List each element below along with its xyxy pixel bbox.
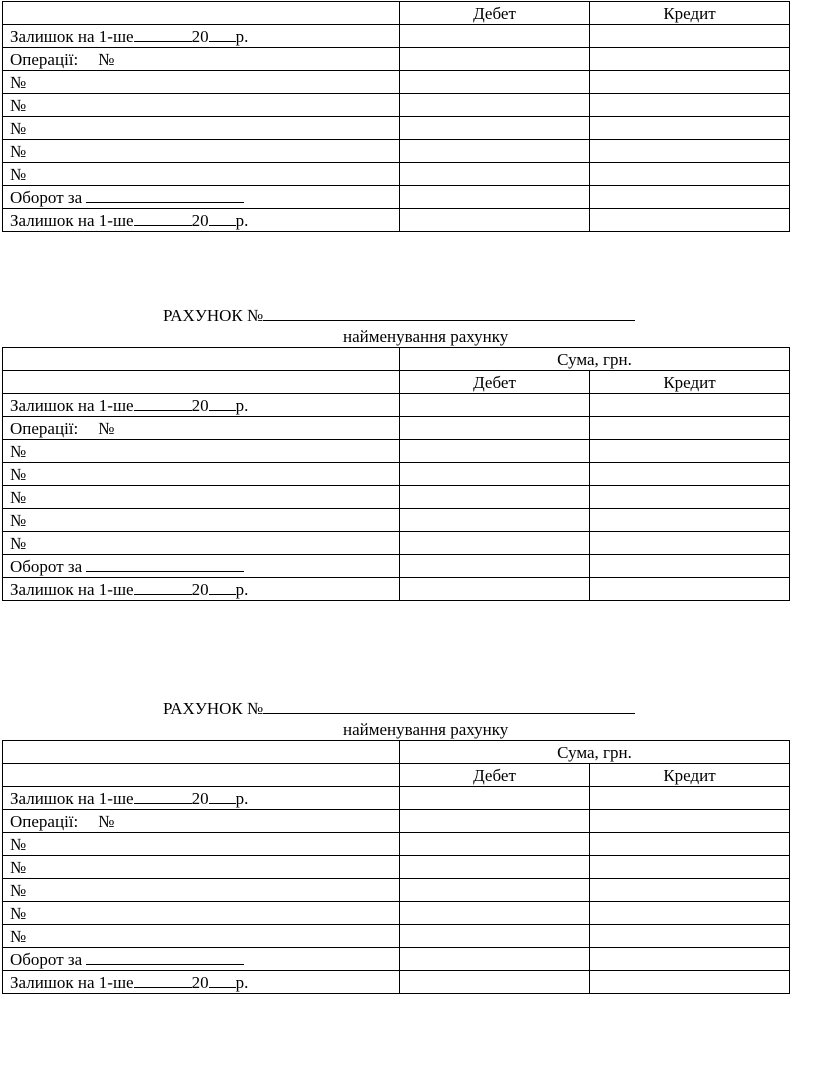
- debit-cell: [400, 71, 590, 94]
- operation-number: №: [3, 163, 400, 186]
- credit-cell: [590, 140, 790, 163]
- opening-balance-label: Залишок на 1-ше 20 р.: [3, 787, 400, 810]
- table-row: [3, 140, 790, 163]
- debit-cell: [400, 971, 590, 994]
- table-row: [3, 2, 790, 25]
- debit-cell: [400, 417, 590, 440]
- turnover-label: Оборот за: [3, 948, 400, 971]
- account-title: РАХУНОК №: [163, 304, 635, 326]
- debit-cell: [400, 486, 590, 509]
- ledger-table-3: [2, 740, 790, 994]
- closing-balance-label: Залишок на 1-ше 20 р.: [3, 971, 400, 994]
- operation-number: №: [3, 440, 400, 463]
- table-row: [3, 578, 790, 601]
- debit-cell: [400, 810, 590, 833]
- credit-cell: [590, 94, 790, 117]
- credit-cell: [590, 810, 790, 833]
- credit-cell: [590, 925, 790, 948]
- operation-number: №: [3, 925, 400, 948]
- credit-cell: [590, 117, 790, 140]
- operation-number: №: [3, 71, 400, 94]
- table-row: [3, 925, 790, 948]
- table-row: [3, 971, 790, 994]
- credit-cell: [590, 787, 790, 810]
- turnover-label: Оборот за: [3, 186, 400, 209]
- table-row: [3, 948, 790, 971]
- table-row: [3, 440, 790, 463]
- debit-cell: [400, 833, 590, 856]
- credit-cell: [590, 578, 790, 601]
- turnover-label: Оборот за: [3, 555, 400, 578]
- account-name-blank: [263, 304, 635, 321]
- operation-number: №: [3, 902, 400, 925]
- table-row: [3, 94, 790, 117]
- credit-header: Кредит: [590, 2, 790, 25]
- header-empty-cell: [3, 348, 400, 371]
- debit-cell: [400, 186, 590, 209]
- debit-cell: [400, 394, 590, 417]
- debit-cell: [400, 163, 590, 186]
- debit-cell: [400, 509, 590, 532]
- table-row: [3, 833, 790, 856]
- table-row: [3, 48, 790, 71]
- table-row: [3, 417, 790, 440]
- operations-label: Операції: №: [3, 810, 400, 833]
- table-row: [3, 532, 790, 555]
- debit-header: Дебет: [400, 764, 590, 787]
- credit-cell: [590, 394, 790, 417]
- operation-number: №: [3, 117, 400, 140]
- credit-cell: [590, 417, 790, 440]
- table-row: [3, 764, 790, 787]
- credit-cell: [590, 971, 790, 994]
- header-empty-cell: [3, 2, 400, 25]
- operation-number: №: [3, 463, 400, 486]
- table-row: [3, 186, 790, 209]
- operation-number: №: [3, 879, 400, 902]
- credit-cell: [590, 440, 790, 463]
- debit-cell: [400, 440, 590, 463]
- table-row: [3, 371, 790, 394]
- credit-cell: [590, 48, 790, 71]
- table-row: [3, 117, 790, 140]
- credit-cell: [590, 25, 790, 48]
- credit-cell: [590, 532, 790, 555]
- debit-cell: [400, 463, 590, 486]
- closing-balance-label: Залишок на 1-ше 20 р.: [3, 578, 400, 601]
- debit-cell: [400, 532, 590, 555]
- table-row: [3, 486, 790, 509]
- credit-cell: [590, 509, 790, 532]
- account-caption: найменування рахунку: [343, 327, 509, 346]
- closing-balance-label: Залишок на 1-ше 20 р.: [3, 209, 400, 232]
- operation-number: №: [3, 94, 400, 117]
- debit-cell: [400, 209, 590, 232]
- header-empty-cell: [3, 764, 400, 787]
- credit-cell: [590, 879, 790, 902]
- header-empty-cell: [3, 741, 400, 764]
- operation-number: №: [3, 509, 400, 532]
- sum-header: Сума, грн.: [400, 741, 790, 764]
- debit-cell: [400, 925, 590, 948]
- operation-number: №: [3, 833, 400, 856]
- account-title: РАХУНОК №: [163, 697, 635, 719]
- credit-cell: [590, 856, 790, 879]
- operation-number: №: [3, 532, 400, 555]
- debit-cell: [400, 140, 590, 163]
- opening-balance-label: Залишок на 1-ше 20 р.: [3, 394, 400, 417]
- table-row: [3, 71, 790, 94]
- table-row: [3, 879, 790, 902]
- table-row: [3, 25, 790, 48]
- table-row: [3, 741, 790, 764]
- table-row: [3, 509, 790, 532]
- header-empty-cell: [3, 371, 400, 394]
- credit-cell: [590, 833, 790, 856]
- debit-cell: [400, 94, 590, 117]
- debit-cell: [400, 117, 590, 140]
- table-row: [3, 163, 790, 186]
- credit-header: Кредит: [590, 764, 790, 787]
- debit-cell: [400, 48, 590, 71]
- debit-header: Дебет: [400, 2, 590, 25]
- debit-cell: [400, 787, 590, 810]
- account-caption: найменування рахунку: [343, 720, 509, 739]
- debit-cell: [400, 25, 590, 48]
- operation-number: №: [3, 486, 400, 509]
- credit-cell: [590, 948, 790, 971]
- table-row: [3, 555, 790, 578]
- operations-label: Операції: №: [3, 417, 400, 440]
- table-row: [3, 856, 790, 879]
- operations-label: Операції: №: [3, 48, 400, 71]
- operation-number: №: [3, 140, 400, 163]
- credit-header: Кредит: [590, 371, 790, 394]
- sum-header: Сума, грн.: [400, 348, 790, 371]
- ledger-table-1: [2, 1, 790, 232]
- credit-cell: [590, 486, 790, 509]
- debit-cell: [400, 555, 590, 578]
- debit-cell: [400, 902, 590, 925]
- table-row: [3, 463, 790, 486]
- table-row: [3, 787, 790, 810]
- credit-cell: [590, 186, 790, 209]
- table-row: [3, 810, 790, 833]
- ledger-table-2: [2, 347, 790, 601]
- table-row: [3, 209, 790, 232]
- opening-balance-label: Залишок на 1-ше 20 р.: [3, 25, 400, 48]
- credit-cell: [590, 163, 790, 186]
- debit-cell: [400, 578, 590, 601]
- debit-cell: [400, 879, 590, 902]
- table-row: [3, 394, 790, 417]
- credit-cell: [590, 71, 790, 94]
- credit-cell: [590, 902, 790, 925]
- debit-cell: [400, 948, 590, 971]
- credit-cell: [590, 463, 790, 486]
- table-row: [3, 902, 790, 925]
- credit-cell: [590, 209, 790, 232]
- credit-cell: [590, 555, 790, 578]
- debit-header: Дебет: [400, 371, 590, 394]
- debit-cell: [400, 856, 590, 879]
- operation-number: №: [3, 856, 400, 879]
- account-name-blank: [263, 697, 635, 714]
- table-row: [3, 348, 790, 371]
